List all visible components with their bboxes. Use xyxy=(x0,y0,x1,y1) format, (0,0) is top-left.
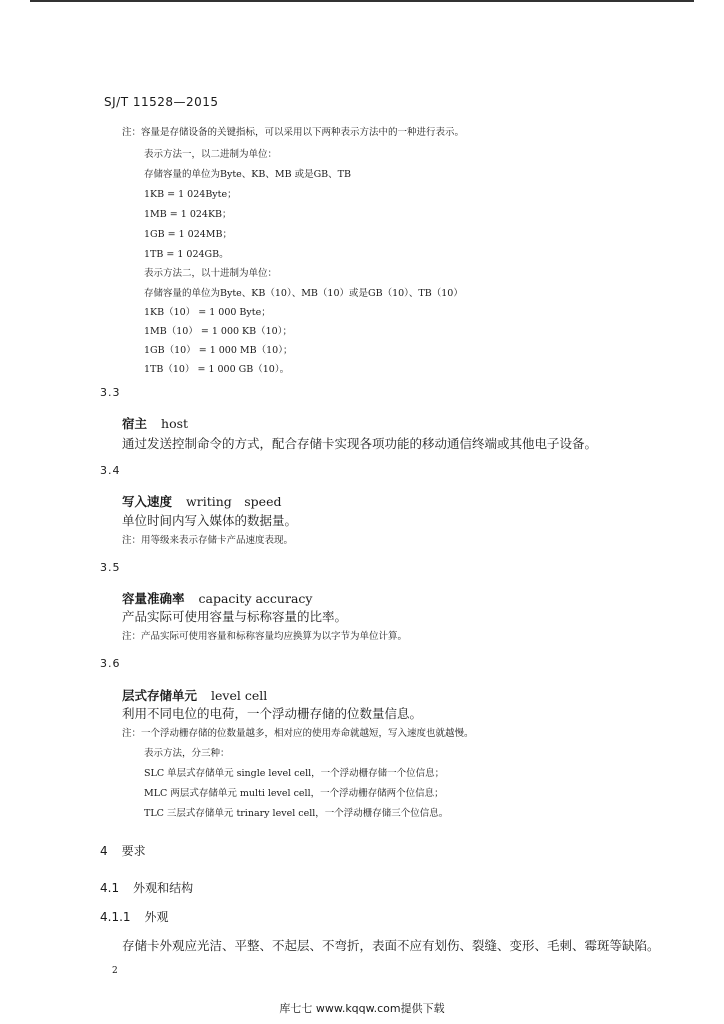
level-cell-line: 表示方法，分三种： xyxy=(144,748,230,759)
top-rule xyxy=(30,0,694,2)
term-zh: 层式存储单元 xyxy=(122,688,198,703)
heading-title: 要求 xyxy=(121,844,146,858)
standard-number: SJ/T 11528—2015 xyxy=(104,95,219,109)
term-note: 注：用等级来表示存储卡产品速度表现。 xyxy=(122,535,294,546)
term-en: writing speed xyxy=(186,494,282,509)
term-note: 注：一个浮动栅存储的位数量越多，相对应的使用寿命就越短，写入速度也就越慢。 xyxy=(122,728,474,739)
capacity-note-line: 1KB（10） = 1 000 Byte； xyxy=(144,307,271,318)
capacity-note-line: 表示方法二，以十进制为单位： xyxy=(144,268,278,279)
term-definition: 产品实际可使用容量与标称容量的比率。 xyxy=(122,609,348,624)
appearance-text: 存储卡外观应光洁、平整、不起层、不弯折，表面不应有划伤、裂缝、变形、毛刺、霉斑等缺陷。 xyxy=(122,938,660,953)
heading-number: 4.1.1 xyxy=(100,910,131,924)
term-en: level cell xyxy=(211,688,268,703)
term-heading xyxy=(122,492,281,510)
term-en: host xyxy=(161,416,189,431)
capacity-note-line: 存储容量的单位为Byte、KB、MB 或是GB、TB xyxy=(144,169,351,180)
subsection-heading xyxy=(100,879,193,896)
term-heading xyxy=(122,414,188,432)
section-number: 3.6 xyxy=(100,657,121,670)
footer-download-note: 库七七 www.kqqw.com提供下载 xyxy=(279,1002,445,1015)
heading-title: 外观 xyxy=(144,910,169,924)
term-zh: 写入速度 xyxy=(122,494,173,509)
capacity-note-line: 1TB = 1 024GB。 xyxy=(144,249,229,260)
subsubsection-heading xyxy=(100,908,169,925)
chapter-heading xyxy=(100,842,146,859)
capacity-note-line: 1MB = 1 024KB； xyxy=(144,209,232,220)
term-heading xyxy=(122,686,267,704)
term-en: capacity accuracy xyxy=(198,591,313,606)
section-number: 3.3 xyxy=(100,386,121,399)
term-zh: 容量准确率 xyxy=(122,591,185,606)
capacity-note-line: 存储容量的单位为Byte、KB（10）、MB（10）或是GB（10）、TB（10） xyxy=(144,288,463,299)
capacity-note-line: 1GB = 1 024MB； xyxy=(144,229,233,240)
term-heading xyxy=(122,589,312,607)
term-zh: 宿主 xyxy=(122,416,148,431)
heading-number: 4.1 xyxy=(100,881,120,895)
level-cell-line: SLC 单层式存储单元 single level cell，一个浮动栅存储一个位信息； xyxy=(144,768,445,779)
section-number: 3.4 xyxy=(100,464,121,477)
capacity-note-line: 1MB（10） = 1 000 KB（10）； xyxy=(144,326,292,337)
level-cell-line: MLC 两层式存储单元 multi level cell，一个浮动栅存储两个位信息； xyxy=(144,788,444,799)
heading-title: 外观和结构 xyxy=(133,881,194,895)
page-number: 2 xyxy=(112,966,118,976)
term-definition: 通过发送控制命令的方式，配合存储卡实现各项功能的移动通信终端或其他电子设备。 xyxy=(122,436,598,451)
capacity-note-line: 1GB（10） = 1 000 MB（10）； xyxy=(144,345,293,356)
level-cell-line: TLC 三层式存储单元 trinary level cell，一个浮动栅存储三个位信息。 xyxy=(144,808,449,819)
capacity-note-line: 1KB = 1 024Byte； xyxy=(144,189,237,200)
capacity-note-line: 1TB（10） = 1 000 GB（10）。 xyxy=(144,364,290,375)
term-definition: 单位时间内写入媒体的数据量。 xyxy=(122,513,298,528)
capacity-note-intro: 注：容量是存储设备的关键指标，可以采用以下两种表示方法中的一种进行表示。 xyxy=(122,127,465,138)
section-number: 3.5 xyxy=(100,561,121,574)
capacity-note-line: 表示方法一，以二进制为单位： xyxy=(144,149,278,160)
term-definition: 利用不同电位的电荷，一个浮动栅存储的位数量信息。 xyxy=(122,706,423,721)
heading-number: 4 xyxy=(100,844,108,858)
term-note: 注：产品实际可使用容量和标称容量均应换算为以字节为单位计算。 xyxy=(122,631,408,642)
